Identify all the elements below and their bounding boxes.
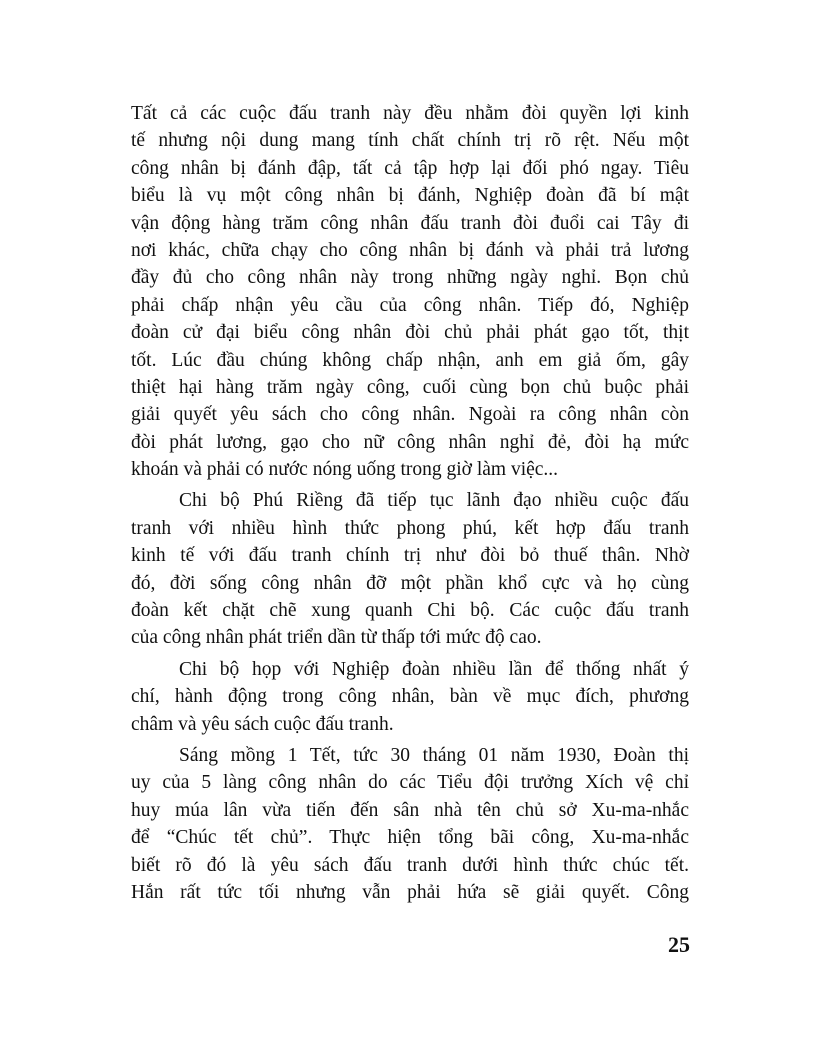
text-line: tế nhưng nội dung mang tính chất chính trị rõ rệt. Nếu một xyxy=(131,130,689,152)
paragraph-4 xyxy=(131,742,689,906)
text-line: Chi bộ Phú Riềng đã tiếp tục lãnh đạo nhiều cuộc đấu xyxy=(179,490,689,512)
text-line: Sáng mồng 1 Tết, tức 30 tháng 01 năm 1930, Đoàn thị xyxy=(179,744,689,766)
page-body xyxy=(131,100,689,906)
paragraph-2 xyxy=(131,487,689,651)
text-line: đầy đủ cho công nhân này trong những ngày nghỉ. Bọn chủ xyxy=(131,267,689,289)
text-line: biết rõ đó là yêu sách đấu tranh dưới hình thức chúc tết. xyxy=(131,854,689,876)
text-line: của công nhân phát triển dần từ thấp tới mức độ cao. xyxy=(131,627,542,649)
text-line: Hắn rất tức tối nhưng vẫn phải hứa sẽ giải quyết. Công xyxy=(131,881,689,903)
page-number: 25 xyxy=(668,932,690,957)
text-line: châm và yêu sách cuộc đấu tranh. xyxy=(131,713,394,735)
text-line: để “Chúc tết chủ”. Thực hiện tổng bãi công, Xu-ma-nhắc xyxy=(131,827,689,849)
text-line: Chi bộ họp với Nghiệp đoàn nhiều lần để thống nhất ý xyxy=(179,658,689,680)
text-line: vận động hàng trăm công nhân đấu tranh đòi đuổi cai Tây đi xyxy=(131,212,689,234)
text-line: chí, hành động trong công nhân, bàn về mục đích, phương xyxy=(131,686,689,708)
paragraph-1 xyxy=(131,100,689,483)
text-line: huy múa lân vừa tiến đến sân nhà tên chủ sở Xu-ma-nhắc xyxy=(131,799,689,821)
text-line: kinh tế với đấu tranh chính trị như đòi bỏ thuế thân. Nhờ xyxy=(131,545,689,567)
text-line: tranh với nhiều hình thức phong phú, kết hợp đấu tranh xyxy=(131,517,689,539)
text-line: tốt. Lúc đầu chúng không chấp nhận, anh em giả ốm, gây xyxy=(131,349,689,371)
text-line: thiệt hại hàng trăm ngày công, cuối cùng bọn chủ buộc phải xyxy=(131,376,689,398)
text-line: đòi phát lương, gạo cho nữ công nhân nghỉ đẻ, đòi hạ mức xyxy=(131,431,689,453)
text-line: đó, đời sống công nhân đỡ một phần khổ cực và họ cùng xyxy=(131,572,689,594)
text-line: công nhân bị đánh đập, tất cả tập hợp lại đối phó ngay. Tiêu xyxy=(131,157,689,179)
text-line: đoàn kết chặt chẽ xung quanh Chi bộ. Các cuộc đấu tranh xyxy=(131,600,689,622)
text-line: khoán và phải có nước nóng uống trong giờ làm việc... xyxy=(131,459,559,481)
text-line: nơi khác, chữa chạy cho công nhân bị đánh và phải trả lương xyxy=(131,239,689,261)
text-line: phải chấp nhận yêu cầu của công nhân. Tiếp đó, Nghiệp xyxy=(131,294,689,316)
text-line: biểu là vụ một công nhân bị đánh, Nghiệp đoàn đã bí mật xyxy=(131,185,689,207)
text-line: giải quyết yêu sách cho công nhân. Ngoài ra công nhân còn xyxy=(131,404,689,426)
text-line: Tất cả các cuộc đấu tranh này đều nhằm đòi quyền lợi kinh xyxy=(131,103,689,124)
text-line: đoàn cử đại biểu công nhân đòi chủ phải phát gạo tốt, thịt xyxy=(131,322,689,344)
text-line: uy của 5 làng công nhân do các Tiểu đội trưởng Xích vệ chỉ xyxy=(131,772,689,794)
paragraph-3 xyxy=(131,656,689,738)
